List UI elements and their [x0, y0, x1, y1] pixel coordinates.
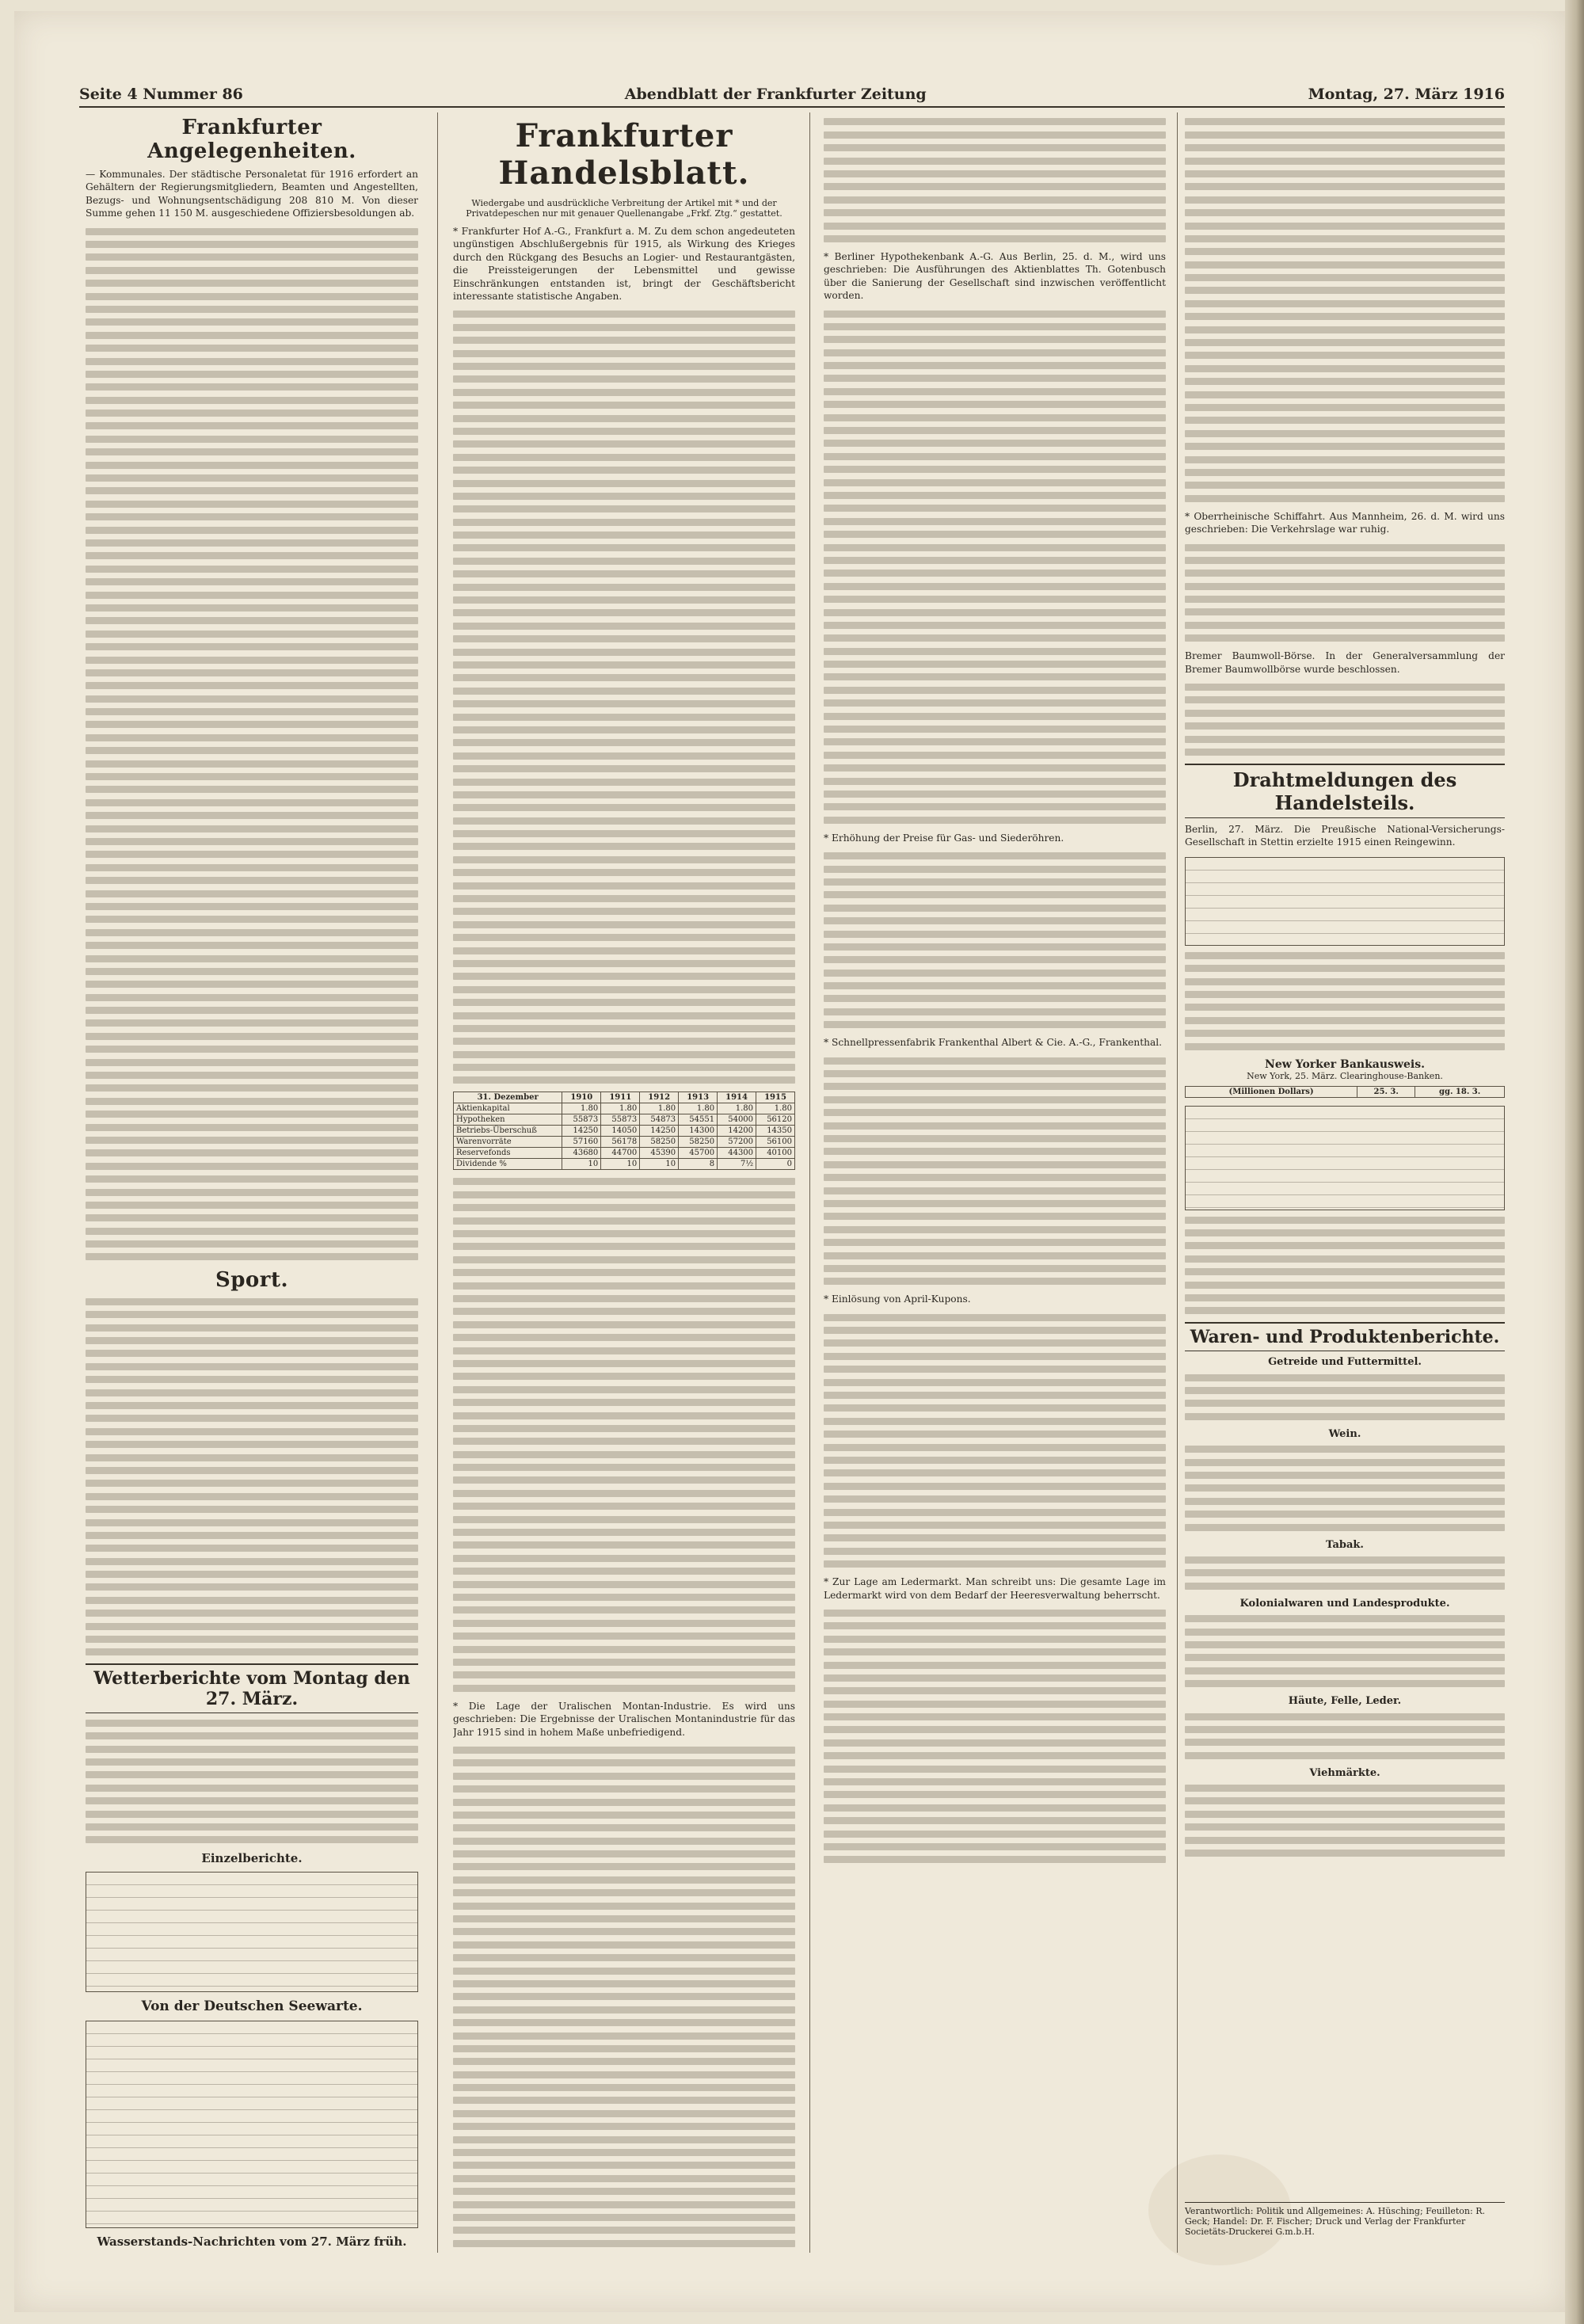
table-cell: 45700: [679, 1148, 718, 1159]
article-body: [824, 311, 1166, 824]
wire-reports-title: Drahtmeldungen des Handelsteils.: [1185, 764, 1505, 818]
table-cell: Dividende %: [454, 1159, 562, 1170]
column-rule: [437, 112, 438, 2253]
table-header-cell: 25. 3.: [1357, 1086, 1415, 1097]
article-paragraph: * Zur Lage am Ledermarkt. Man schreibt uns: Die gesamte Lage im Ledermarkt wird von dem Bedarf der Heeresverwaltung beherrscht.: [824, 1576, 1166, 1601]
weather-body: [86, 1720, 418, 1844]
header-page-number: Seite 4 Nummer 86: [79, 86, 243, 103]
page-edge: [1565, 0, 1584, 2324]
table-cell: 14200: [718, 1126, 756, 1137]
ny-bank-rows: [1185, 1106, 1505, 1210]
table-cell: 54873: [640, 1114, 679, 1126]
article-body: [824, 1314, 1166, 1568]
table-row: [454, 1159, 795, 1170]
article-body: [453, 1747, 795, 2253]
table-cell: 56178: [601, 1137, 640, 1148]
article-body: [1185, 1556, 1505, 1590]
water-title: Wasserstands-Nachrichten vom 27. März früh.: [97, 2234, 407, 2250]
exchange-table: [1185, 857, 1505, 946]
balance-table: [453, 1092, 795, 1170]
table-cell: 54551: [679, 1114, 718, 1126]
article-body: [1185, 684, 1505, 756]
ny-bank-title: New Yorker Bankausweis.: [1265, 1057, 1425, 1071]
article-paragraph: * Einlösung von April-Kupons.: [824, 1293, 971, 1305]
article-body: [1185, 1713, 1505, 1759]
table-row: [454, 1126, 795, 1137]
weather-title: Wetterberichte vom Montag den 27. März.: [86, 1663, 418, 1713]
article-body: [824, 852, 1166, 1028]
table-cell: 55873: [601, 1114, 640, 1126]
cattle-heading: Viehmärkte.: [1309, 1766, 1380, 1779]
table-row: [454, 1148, 795, 1159]
column-rule: [809, 112, 810, 2253]
seewarte-table: [86, 2021, 418, 2228]
section-title-sport: Sport.: [215, 1268, 289, 1293]
table-cell: 56100: [756, 1137, 795, 1148]
article-body: [824, 1610, 1166, 1863]
table-cell: 1.80: [601, 1103, 640, 1114]
table-row: [454, 1137, 795, 1148]
ny-bank-subtitle: New York, 25. März. Clearinghouse-Banken.: [1247, 1070, 1443, 1081]
article-paragraph: — Kommunales. Der städtische Personaletat für 1916 erfordert an Gehältern der Regierungsmitgliedern, Beamten und Angestellten, Bezugs- und Wohnungsentschädigung 208 810 M. Von dieser Summe gehen 11 150 M. ausgeschiedene Offiziersbesoldungen ab.: [86, 169, 418, 219]
article-paragraph: * Berliner Hypothekenbank A.-G. Aus Berlin, 25. d. M., wird uns geschrieben: Die Ausführungen des Aktienblattes Th. Gotenbusch über die Sanierung der Gesellschaft sind inzwischen veröffentlicht worden.: [824, 250, 1166, 302]
table-cell: Aktienkapital: [454, 1103, 562, 1114]
table-cell: 45390: [640, 1148, 679, 1159]
table-cell: 8: [679, 1159, 718, 1170]
article-body: [453, 1178, 795, 1691]
table-cell: 55873: [562, 1114, 601, 1126]
table-cell: 44300: [718, 1148, 756, 1159]
header-date: Montag, 27. März 1916: [1308, 86, 1505, 103]
table-cell: 58250: [679, 1137, 718, 1148]
weather-table: [86, 1872, 418, 1992]
table-header-cell: 1912: [640, 1092, 679, 1103]
table-row: [454, 1103, 795, 1114]
column-rule: [1177, 112, 1178, 2253]
ny-bank-table: [1185, 1086, 1505, 1098]
table-header-cell: 1913: [679, 1092, 718, 1103]
article-paragraph: * Erhöhung der Preise für Gas- und Siederöhren.: [824, 832, 1064, 844]
article-body: [453, 311, 795, 1084]
table-cell: 14250: [640, 1126, 679, 1137]
table-header-cell: 1914: [718, 1092, 756, 1103]
table-cell: 0: [756, 1159, 795, 1170]
table-cell: 1.80: [640, 1103, 679, 1114]
hides-heading: Häute, Felle, Leder.: [1288, 1695, 1402, 1708]
table-cell: Hypotheken: [454, 1114, 562, 1126]
header-masthead: Abendblatt der Frankfurter Zeitung: [624, 86, 927, 103]
table-cell: 57200: [718, 1137, 756, 1148]
section-title: Frankfurter Angelegenheiten.: [147, 116, 356, 163]
table-cell: 56120: [756, 1114, 795, 1126]
article-body: [1185, 1446, 1505, 1530]
article-body: [1185, 1217, 1505, 1315]
table-cell: Betriebs-Überschuß: [454, 1126, 562, 1137]
table-cell: 43680: [562, 1148, 601, 1159]
article-paragraph: * Schnellpressenfabrik Frankenthal Albert & Cie. A.-G., Frankenthal.: [824, 1037, 1163, 1049]
seewarte-title: Von der Deutschen Seewarte.: [141, 1998, 363, 2015]
table-cell: 54000: [718, 1114, 756, 1126]
article-body: [1185, 544, 1505, 642]
table-cell: Warenvorräte: [454, 1137, 562, 1148]
section-subtitle: Wiedergabe und ausdrückliche Verbreitung der Artikel mit * und der Privatdepeschen nur mit genauer Quellenangabe „Frkf. Ztg.“ gestattet.: [466, 198, 782, 219]
article-paragraph: * Oberrheinische Schiffahrt. Aus Mannheim, 26. d. M. wird uns geschrieben: Die Verkehrslage war ruhig.: [1185, 510, 1505, 535]
table-cell: 57160: [562, 1137, 601, 1148]
colonial-heading: Kolonialwaren und Landesprodukte.: [1239, 1597, 1450, 1610]
table-cell: 40100: [756, 1148, 795, 1159]
weather-subtitle: Einzelberichte.: [201, 1851, 303, 1866]
article-paragraph: * Frankfurter Hof A.-G., Frankfurt a. M. Zu dem schon angedeuteten ungünstigen Abschlußergebnis für 1915, als Wirkung des Krieges durch den Rückgang des Besuchs an Logier- und Restaurantgästen, die Preissteigerungen der Lebensmittel und gewisse Einschränkungen entstanden ist, bringt der Geschäftsbericht interessante statistische Angaben.: [453, 226, 795, 303]
table-cell: Reservefonds: [454, 1148, 562, 1159]
article-body: [86, 228, 418, 1261]
table-cell: 14300: [679, 1126, 718, 1137]
article-body: [1185, 1615, 1505, 1687]
table-cell: 14050: [601, 1126, 640, 1137]
table-header-cell: (Millionen Dollars): [1186, 1086, 1357, 1097]
tobacco-heading: Tabak.: [1326, 1538, 1364, 1551]
table-cell: 1.80: [562, 1103, 601, 1114]
markets-subtitle: Getreide und Futtermittel.: [1268, 1356, 1422, 1369]
markets-title: Waren- und Produktenberichte.: [1185, 1322, 1505, 1351]
wine-heading: Wein.: [1328, 1427, 1361, 1440]
article-body: [1185, 1785, 1505, 1857]
article-body: [824, 1057, 1166, 1286]
section-title-commerce: Frankfurter Handelsblatt.: [498, 117, 750, 192]
table-cell: 10: [601, 1159, 640, 1170]
article-paragraph: Bremer Baumwoll-Börse. In der Generalversammlung der Bremer Baumwollbörse wurde beschlossen.: [1185, 650, 1505, 675]
table-cell: 1.80: [679, 1103, 718, 1114]
article-body: [86, 1298, 418, 1656]
table-cell: 14350: [756, 1126, 795, 1137]
column-markets: [1185, 112, 1505, 2253]
table-cell: 7½: [718, 1159, 756, 1170]
table-cell: 10: [640, 1159, 679, 1170]
table-cell: 10: [562, 1159, 601, 1170]
table-header-cell: 1911: [601, 1092, 640, 1103]
column-commerce: [453, 112, 795, 2253]
article-paragraph: * Die Lage der Uralischen Montan-Industrie. Es wird uns geschrieben: Die Ergebnisse der Uralischen Montanindustrie für das Jahr 1915 sind in hohem Maße unbefriedigend.: [453, 1700, 795, 1738]
table-row: [454, 1114, 795, 1126]
article-paragraph: Berlin, 27. März. Die Preußische National-Versicherungs-Gesellschaft in Stettin erzielte 1915 einen Reingewinn.: [1185, 824, 1505, 848]
article-body: [1185, 118, 1505, 501]
column-commerce-continued: [824, 112, 1166, 2253]
article-body: [824, 118, 1166, 242]
table-cell: 1.80: [756, 1103, 795, 1114]
page-header: [79, 82, 1505, 108]
table-cell: 14250: [562, 1126, 601, 1137]
table-cell: 58250: [640, 1137, 679, 1148]
column-local-news: [86, 112, 418, 2253]
table-header-cell: 31. Dezember: [454, 1092, 562, 1103]
table-header-cell: gg. 18. 3.: [1415, 1086, 1505, 1097]
table-cell: 1.80: [718, 1103, 756, 1114]
table-header-cell: 1910: [562, 1092, 601, 1103]
article-body: [1185, 952, 1505, 1050]
table-cell: 44700: [601, 1148, 640, 1159]
table-header-cell: 1915: [756, 1092, 795, 1103]
article-body: [1185, 1374, 1505, 1420]
imprint-footer: Verantwortlich: Politik und Allgemeines: A. Hüsching; Feuilleton: R. Geck; Handel: Dr. F. Fischer; Druck und Verlag der Frankfurter Societäts-Druckerei G.m.b.H.: [1185, 2202, 1505, 2237]
